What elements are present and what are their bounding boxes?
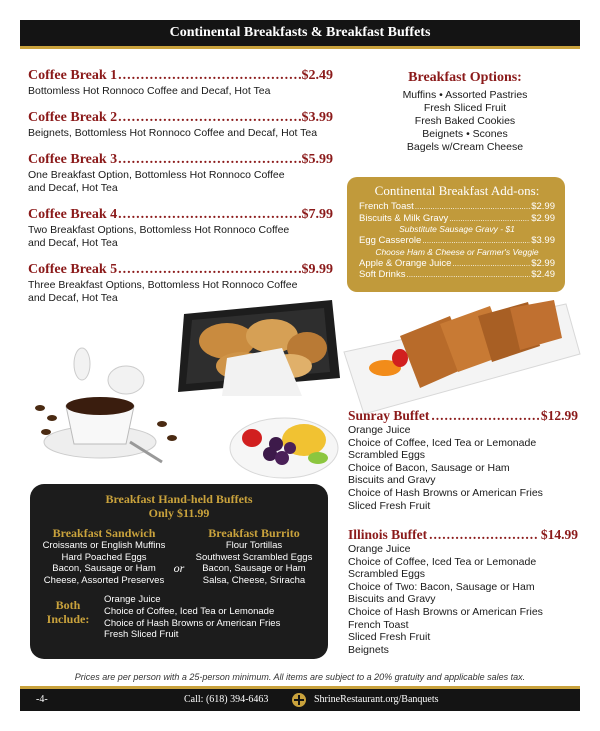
buffet-item: Choice of Hash Browns or American Fries <box>348 605 543 618</box>
illinois-buffet <box>348 527 578 656</box>
french-toast-photo <box>340 296 582 416</box>
coffee-break-3 <box>28 152 333 195</box>
phone-number: Call: (618) 394-6463 <box>184 694 269 705</box>
coffee-break-name: Coffee Break 5 <box>28 262 118 277</box>
coffee-break-name: Coffee Break 3 <box>28 152 118 167</box>
handheld-title: Breakfast Hand-held Buffets <box>105 492 253 506</box>
buffet-item: Choice of Coffee, Iced Tea or Lemonade <box>348 436 537 449</box>
sandwich-item: Hard Poached Eggs <box>61 551 147 563</box>
sandwich-title: Breakfast Sandwich <box>52 526 156 540</box>
addon-name: Egg Casserole <box>359 235 422 247</box>
coffee-break-1 <box>28 68 333 98</box>
handheld-price: Only $11.99 <box>148 506 210 520</box>
coffee-break-desc: Beignets, Bottomless Hot Ronnoco Coffee and Decaf, Hot Tea <box>28 127 318 139</box>
addon-row <box>359 258 555 270</box>
both-item: Fresh Sliced Fruit <box>104 629 179 641</box>
addon-row <box>359 235 555 247</box>
addon-row <box>359 201 555 213</box>
coffee-break-price: $3.99 <box>301 110 333 125</box>
fruit-plate-photo <box>226 410 344 482</box>
coffee-break-price: $5.99 <box>301 152 333 167</box>
page-title: Continental Breakfasts & Breakfast Buffets <box>169 25 431 40</box>
buffet-price: $14.99 <box>540 527 578 542</box>
page-footer <box>20 689 580 711</box>
include-label: Include: <box>46 612 90 627</box>
addons-title: Continental Breakfast Add-ons: <box>374 183 540 198</box>
page-header <box>20 20 580 46</box>
breakfast-options <box>360 70 570 154</box>
both-item: Choice of Hash Browns or American Fries <box>104 617 281 629</box>
coffee-break-4 <box>28 207 333 250</box>
buffet-item: Orange Juice <box>348 424 411 436</box>
both-include <box>40 594 318 640</box>
breakfast-option: Fresh Baked Cookies <box>414 115 516 127</box>
breakfast-option: Fresh Sliced Fruit <box>423 102 507 114</box>
website-link[interactable]: ShrineRestaurant.org/Banquets <box>314 694 439 705</box>
pastry-basket-photo <box>172 296 344 396</box>
buffet-item: Choice of Coffee, Iced Tea or Lemonade <box>348 555 537 568</box>
addon-name: Apple & Orange Juice <box>359 257 452 269</box>
buffet-item: Beignets <box>348 643 389 656</box>
both-item: Orange Juice <box>104 594 161 606</box>
page-number: -4- <box>36 694 48 705</box>
addon-price: $3.99 <box>531 235 555 247</box>
sandwich-item: Bacon, Sausage or Ham <box>52 563 156 575</box>
coffee-cup-photo <box>22 338 190 472</box>
breakfast-option: Bagels w/Cream Cheese <box>406 141 524 153</box>
buffet-item: Biscuits and Gravy <box>348 474 436 487</box>
addon-price: $2.99 <box>531 257 555 269</box>
coffee-break-desc: and Decaf, Hot Tea <box>28 182 118 194</box>
coffee-break-price: $2.49 <box>301 68 333 83</box>
sandwich-item: Cheese, Assorted Preserves <box>43 574 165 586</box>
burrito-item: Salsa, Cheese, Sriracha <box>202 574 306 586</box>
burrito-column <box>190 526 318 586</box>
handheld-buffet-box <box>30 484 328 659</box>
coffee-break-price: $9.99 <box>301 262 333 277</box>
buffet-item: Scrambled Eggs <box>348 568 426 581</box>
buffet-item: Choice of Bacon, Sausage or Ham <box>348 461 510 474</box>
breakfast-option: Beignets • Scones <box>422 128 508 140</box>
shrine-cross-icon <box>292 693 306 707</box>
buffet-item: Sliced Fresh Fruit <box>348 631 431 644</box>
buffet-item: Orange Juice <box>348 543 411 555</box>
sandwich-column <box>40 526 168 586</box>
breakfast-options-title: Breakfast Options: <box>408 70 522 85</box>
coffee-break-price: $7.99 <box>301 207 333 222</box>
buffet-item: Scrambled Eggs <box>348 449 426 462</box>
pricing-footnote: Prices are per person with a 25-person minimum. All items are subject to a 20% gratuity and applicable sales tax. <box>74 672 526 682</box>
coffee-break-desc: Two Breakfast Options, Bottomless Hot Ronnoco Coffee <box>28 224 290 236</box>
header-gold-rule <box>20 46 580 49</box>
sandwich-item: Croissants or English Muffins <box>42 540 166 551</box>
coffee-break-name: Coffee Break 1 <box>28 68 118 83</box>
addons-box <box>347 177 565 292</box>
buffet-price: $12.99 <box>540 408 578 423</box>
buffet-item: Sliced Fresh Fruit <box>348 499 431 512</box>
addon-name: Biscuits & Milk Gravy <box>359 212 449 224</box>
addon-name: Soft Drinks <box>359 269 406 281</box>
coffee-break-desc: and Decaf, Hot Tea <box>28 292 118 304</box>
addon-price: $2.99 <box>531 201 555 212</box>
addon-name: French Toast <box>359 201 414 212</box>
or-label: or <box>173 560 185 575</box>
coffee-break-desc: One Breakfast Option, Bottomless Hot Ronnoco Coffee <box>28 169 285 181</box>
burrito-item: Bacon, Sausage or Ham <box>202 563 306 575</box>
addon-row <box>359 213 555 225</box>
coffee-break-desc: Bottomless Hot Ronnoco Coffee and Decaf, Hot Tea <box>28 85 271 97</box>
coffee-break-name: Coffee Break 4 <box>28 207 118 222</box>
burrito-item: Southwest Scrambled Eggs <box>195 551 313 563</box>
buffet-name: Sunray Buffet <box>348 408 430 423</box>
both-item: Choice of Coffee, Iced Tea or Lemonade <box>104 605 275 617</box>
buffet-item: Choice of Hash Browns or American Fries <box>348 486 543 499</box>
coffee-break-2 <box>28 110 333 140</box>
coffee-break-desc: and Decaf, Hot Tea <box>28 237 118 249</box>
breakfast-option: Muffins • Assorted Pastries <box>402 89 528 101</box>
coffee-break-name: Coffee Break 2 <box>28 110 118 125</box>
addon-note: Substitute Sausage Gravy - $1 <box>399 224 515 235</box>
burrito-item: Flour Tortillas <box>225 540 283 551</box>
buffet-item: Choice of Two: Bacon, Sausage or Ham <box>348 580 535 593</box>
both-label: Both <box>55 598 81 613</box>
sunray-buffet <box>348 408 578 512</box>
coffee-break-desc: Three Breakfast Options, Bottomless Hot Ronnoco Coffee <box>28 279 298 291</box>
buffet-item: French Toast <box>348 618 409 631</box>
burrito-title: Breakfast Burrito <box>208 526 300 540</box>
addon-note: Choose Ham & Cheese or Farmer's Veggie <box>375 246 539 257</box>
buffet-name: Illinois Buffet <box>348 527 428 542</box>
buffet-item: Biscuits and Gravy <box>348 593 436 606</box>
addon-row <box>359 269 555 281</box>
addon-price: $2.99 <box>531 212 555 224</box>
addon-price: $2.49 <box>531 269 555 281</box>
